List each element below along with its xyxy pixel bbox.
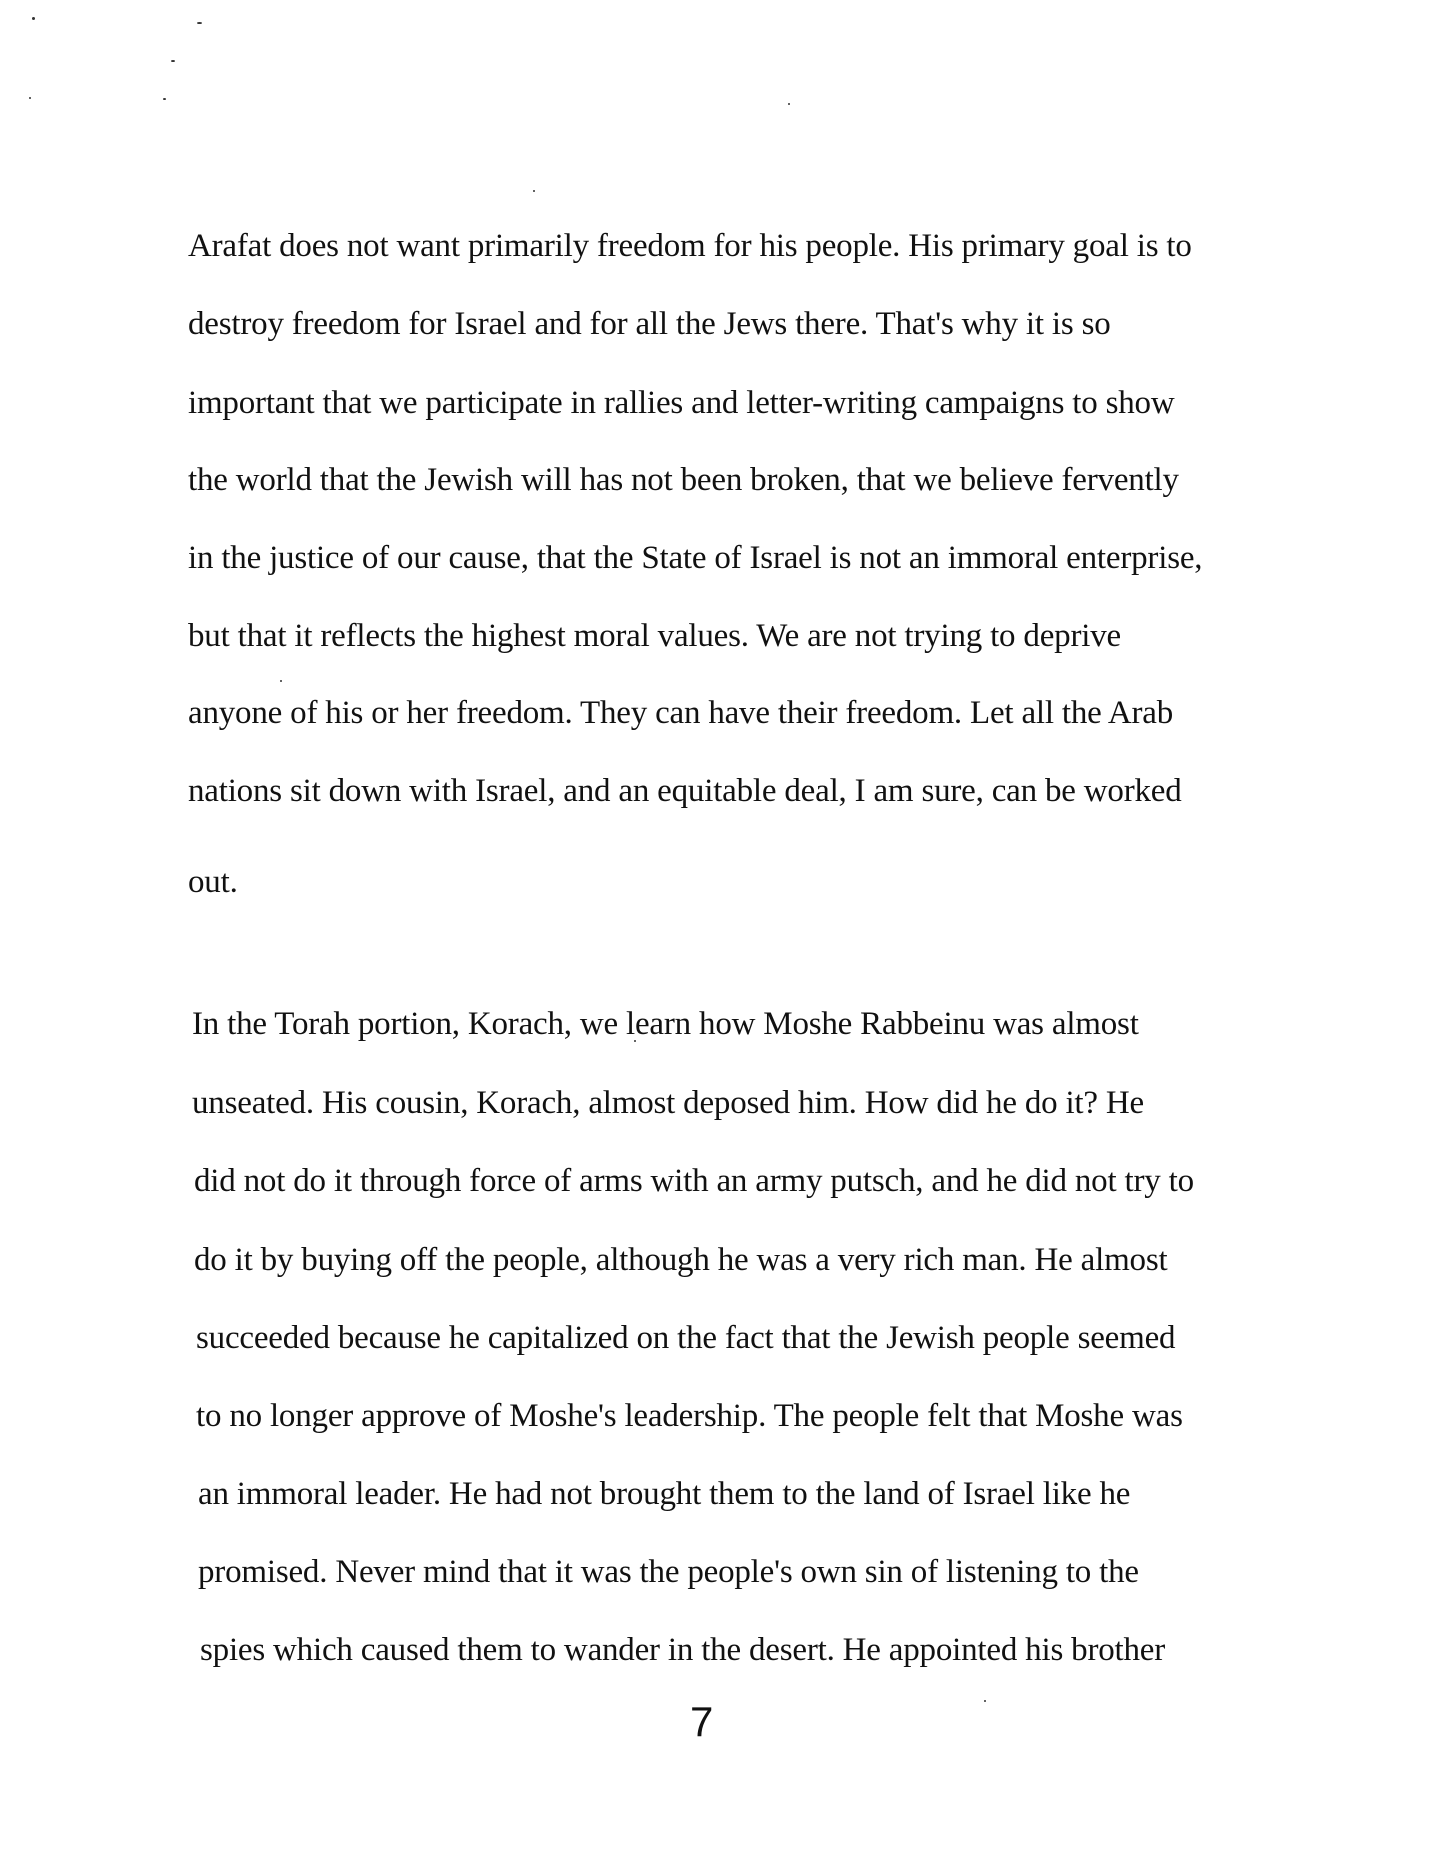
text-line: succeeded because he capitalized on the fact that the Jewish people seemed [196,1320,1176,1356]
scan-speck [533,190,535,192]
text-line: unseated. His cousin, Korach, almost deposed him. How did he do it? He [192,1085,1144,1121]
text-line: destroy freedom for Israel and for all the Jews there. That's why it is so [188,306,1111,342]
text-line: but that it reflects the highest moral values. We are not trying to deprive [188,618,1121,654]
text-line: out. [188,864,238,900]
text-line: in the justice of our cause, that the State of Israel is not an immoral enterprise, [188,540,1203,576]
text-line: to no longer approve of Moshe's leadership. The people felt that Moshe was [196,1398,1183,1434]
text-line: anyone of his or her freedom. They can have their freedom. Let all the Arab [188,695,1173,731]
page-number: 7 [690,1698,714,1745]
scan-speck [280,680,282,682]
text-line: nations sit down with Israel, and an equitable deal, I am sure, can be worked [188,773,1182,809]
text-line: an immoral leader. He had not brought them to the land of Israel like he [198,1476,1131,1512]
scan-speck [171,60,175,62]
text-line: do it by buying off the people, although he was a very rich man. He almost [194,1242,1168,1278]
text-line: In the Torah portion, Korach, we learn how Moshe Rabbeinu was almost [192,1006,1139,1042]
text-line: important that we participate in rallies and letter-writing campaigns to show [188,385,1175,421]
text-line: the world that the Jewish will has not been broken, that we believe fervently [188,462,1179,498]
scan-speck [984,1700,986,1702]
text-line: did not do it through force of arms with an army putsch, and he did not try to [194,1163,1194,1199]
text-line: spies which caused them to wander in the desert. He appointed his brother [200,1632,1166,1668]
scan-speck [788,103,790,105]
scan-speck [197,22,202,24]
text-line: promised. Never mind that it was the people's own sin of listening to the [198,1554,1139,1590]
scan-speck [29,97,31,99]
scan-speck [163,98,166,100]
scan-speck [32,17,35,20]
text-line: Arafat does not want primarily freedom for his people. His primary goal is to [188,228,1192,264]
